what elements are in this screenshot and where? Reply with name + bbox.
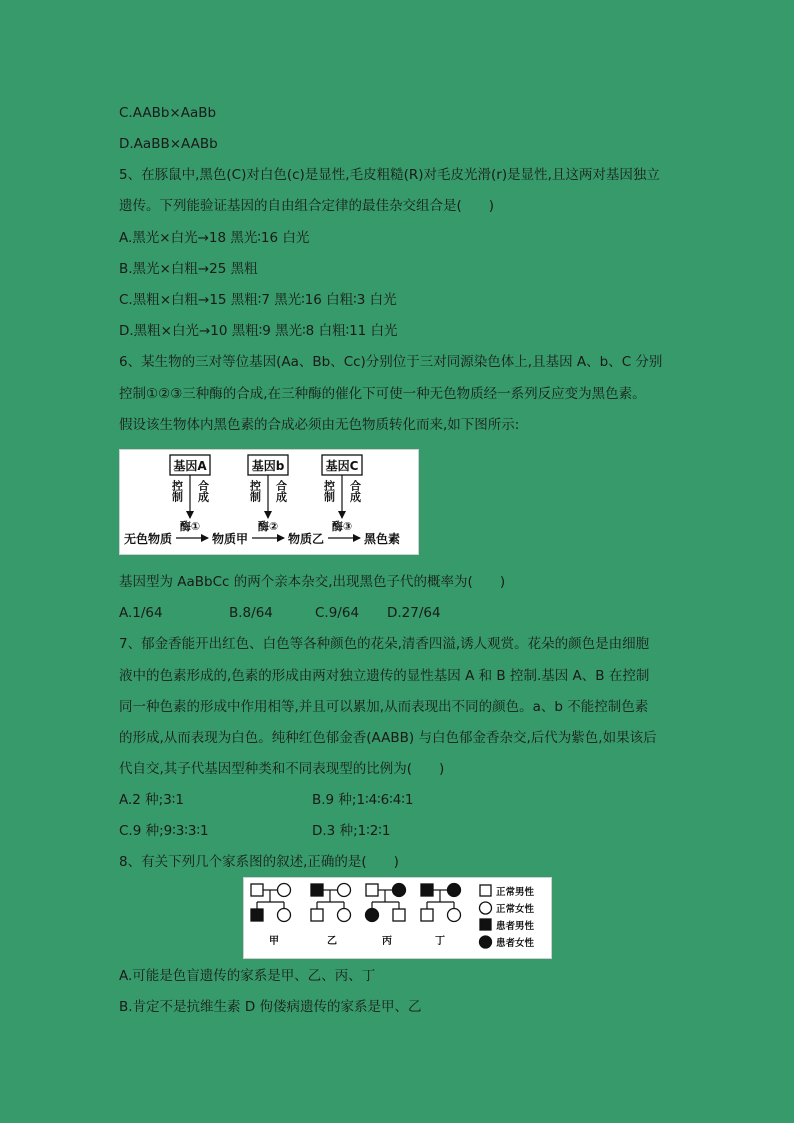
q5-option-a: A.黑光×白光→18 黑光∶16 白光	[119, 230, 310, 246]
pedigree-family-bing	[366, 884, 406, 922]
enzyme-2-label: 酶②	[257, 520, 279, 533]
q8-option-b: B.肯定不是抗维生素 D 佝偻病遗传的家系是甲、乙	[119, 999, 422, 1015]
q6-question: 基因型为 AaBbCc 的两个亲本杂交,出现黑色子代的概率为( )	[119, 574, 506, 590]
control-label-1: 控制	[170, 480, 184, 502]
pedigree-family-yi	[311, 884, 351, 922]
gene-c-label: 基因C	[325, 459, 359, 473]
q7-option-c: C.9 种;9∶3∶3∶1	[119, 823, 209, 839]
substance-colorless: 无色物质	[124, 532, 173, 546]
q7-option-d: D.3 种;1∶2∶1	[312, 823, 391, 839]
legend-normal-male-symbol	[480, 885, 491, 896]
enzyme-1-label: 酶①	[179, 520, 201, 533]
q7-stem-line4: 的形成,从而表现为白色。纯种红色郁金香(AABB) 与白色郁金香杂交,后代为紫色,如果该后	[119, 730, 657, 746]
q6-stem-line1: 6、某生物的三对等位基因(Aa、Bb、Cc)分别位于三对同源染色体上,且基因 A、b、C 分别	[119, 354, 663, 370]
substance-yi: 物质乙	[288, 532, 325, 546]
q5-option-b: B.黑光×白粗→25 黑粗	[119, 261, 258, 277]
synth-label-2: 合成	[274, 480, 288, 502]
q5-option-d: D.黑粗×白光→10 黑粗∶9 黑光∶8 白粗∶11 白光	[119, 323, 398, 339]
q6-option-b: B.8/64	[229, 605, 273, 621]
substance-melanin: 黑色素	[364, 532, 401, 546]
q7-stem-line2: 液中的色素形成的,色素的形成由两对独立遗传的显性基因 A 和 B 控制.基因 A、B 在控制	[119, 668, 650, 684]
q7-option-a: A.2 种;3∶1	[119, 792, 184, 808]
q6-options	[119, 603, 519, 623]
q8-stem: 8、有关下列几个家系图的叙述,正确的是( )	[119, 854, 399, 870]
q8-option-a: A.可能是色盲遗传的家系是甲、乙、丙、丁	[119, 968, 376, 984]
q4-option-d: D.AaBB×AABb	[119, 136, 218, 152]
pedigree-family-ding	[421, 884, 461, 922]
q5-stem-line1: 5、在豚鼠中,黑色(C)对白色(c)是显性,毛皮粗糙(R)对毛皮光滑(r)是显性,且这两对基因独立	[119, 167, 660, 183]
q7-stem-line3: 同一种色素的形成中作用相等,并且可以累加,从而表现出不同的颜色。a、b 不能控制色素	[119, 699, 649, 715]
gene-a-label: 基因A	[173, 459, 207, 473]
family-label-jia: 甲	[269, 936, 279, 947]
enzyme-3-label: 酶③	[331, 520, 353, 533]
legend-affected-female: 患者女性	[496, 938, 535, 949]
legend-normal-female-symbol	[480, 902, 492, 914]
q7-options-row1	[119, 790, 619, 810]
control-label-3: 控制	[322, 480, 336, 502]
synth-label-3: 合成	[348, 480, 362, 502]
pedigree-family-jia	[251, 884, 291, 922]
pathway-diagram	[119, 449, 419, 555]
q7-stem-line1: 7、郁金香能开出红色、白色等各种颜色的花朵,清香四溢,诱人观赏。花朵的颜色是由细胞	[119, 636, 650, 652]
gene-b-label: 基因b	[251, 459, 285, 473]
legend-affected-female-symbol	[480, 936, 492, 948]
synth-label-1: 合成	[196, 480, 210, 502]
family-label-ding: 丁	[435, 936, 445, 947]
family-label-bing: 丙	[382, 936, 392, 947]
q5-option-c: C.黑粗×白粗→15 黑粗∶7 黑光∶16 白粗∶3 白光	[119, 292, 397, 308]
substance-jia: 物质甲	[212, 532, 249, 546]
q5-stem-line2: 遗传。下列能验证基因的自由组合定律的最佳杂交组合是( )	[119, 198, 495, 214]
q7-option-b: B.9 种;1∶4∶6∶4∶1	[312, 792, 414, 808]
legend-normal-female: 正常女性	[496, 904, 535, 915]
q6-option-c: C.9/64	[315, 605, 360, 621]
q6-stem-line2: 控制①②③三种酶的合成,在三种酶的催化下可使一种无色物质经一系列反应变为黑色素。	[119, 386, 646, 402]
q6-option-d: D.27/64	[387, 605, 441, 621]
legend-normal-male: 正常男性	[496, 887, 535, 898]
legend-affected-male: 患者男性	[496, 921, 535, 932]
q4-option-c: C.AABb×AaBb	[119, 105, 217, 121]
q6-option-a: A.1/64	[119, 605, 163, 621]
pedigree-diagram	[243, 877, 552, 959]
family-label-yi: 乙	[327, 936, 337, 947]
q6-stem-line3: 假设该生物体内黑色素的合成必须由无色物质转化而来,如下图所示:	[119, 417, 520, 433]
q7-options-row2	[119, 821, 619, 841]
control-label-2: 控制	[248, 480, 262, 502]
q7-stem-line5: 代自交,其子代基因型种类和不同表现型的比例为( )	[119, 761, 445, 777]
legend-affected-male-symbol	[480, 919, 491, 930]
